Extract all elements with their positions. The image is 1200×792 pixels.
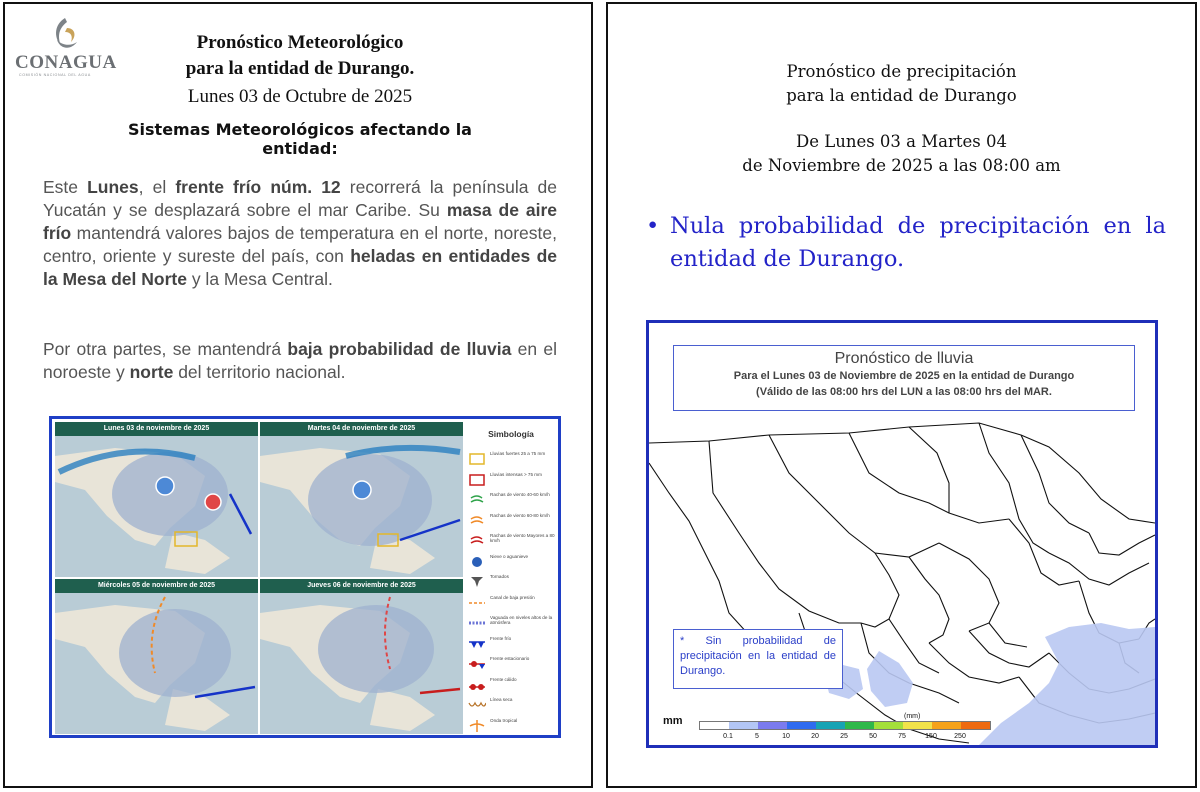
stat-front-icon	[468, 657, 486, 671]
emphasis-text: Lunes	[87, 177, 139, 197]
paragraph-text: en el noroeste y	[43, 339, 557, 382]
dash-orange-icon	[468, 596, 486, 610]
dry-line-icon	[468, 698, 486, 712]
scale-color-cell	[932, 722, 961, 729]
wind-green-icon	[468, 493, 486, 507]
scale-tick-label: 75	[898, 733, 906, 740]
map-day-3	[54, 578, 259, 735]
map-day-1-title: Lunes 03 de noviembre de 2025	[55, 422, 258, 436]
paragraph-text: mantendrá valores bajos de temperatura en el norte, noreste, centro, oriente y sureste del país, con	[43, 223, 557, 266]
legend-label: Frente frío	[490, 635, 512, 641]
scale-tick-label: 10	[782, 733, 790, 740]
forecast-maps-mosaic	[49, 416, 561, 738]
snow-icon	[468, 555, 486, 569]
paragraph-text: recorrerá la península de Yucatán y se desplazará sobre el mar Caribe. Su	[43, 177, 557, 220]
legend-label: Tornados	[490, 574, 509, 579]
legend-label: Rachas de viento Mayores a 80 km/h	[490, 533, 555, 544]
scale-color-cell	[729, 722, 758, 729]
legend-label: Línea seca	[490, 697, 513, 702]
scale-unit: (mm)	[904, 713, 921, 720]
scale-tick-label: 150	[925, 733, 937, 740]
logo-subtitle: COMISIÓN NACIONAL DEL AGUA	[19, 73, 91, 77]
map-day-3-title: Miércoles 05 de noviembre de 2025	[55, 579, 258, 593]
conagua-emblem-icon	[49, 16, 79, 52]
legend-label: Vaguada en niveles altos de la atmósfera	[490, 615, 553, 626]
weather-forecast-panel	[3, 2, 593, 788]
legend-item	[468, 716, 556, 740]
map-day-2	[259, 421, 464, 578]
legend-title: Simbología	[488, 429, 534, 439]
precip-title-line1: Pronóstico de precipitación	[786, 62, 1017, 81]
map-day-4-title: Jueves 06 de noviembre de 2025	[260, 579, 463, 593]
conagua-logo	[13, 16, 117, 77]
map-title: Pronóstico de lluvia	[834, 350, 974, 367]
paragraph-text: Por otra partes, se mantendrá	[43, 339, 288, 359]
precip-bullet	[646, 210, 1166, 276]
legend-label: Onda tropical	[490, 717, 518, 723]
legend-label: Lluvias fuertes 25 a 75 mm	[490, 451, 546, 456]
wind-orange-icon	[468, 514, 486, 528]
bullet-icon: •	[646, 213, 660, 239]
legend-label: Lluvias intensas > 75 mm	[490, 471, 542, 477]
rain-forecast-map	[646, 320, 1158, 748]
paragraph-text: , el	[138, 177, 176, 197]
trough-icon	[468, 616, 486, 630]
precip-period-line2: de Noviembre de 2025 a las 08:00 am	[742, 156, 1061, 175]
warm-front-icon	[468, 678, 486, 692]
scale-tick-label: 0.1	[723, 733, 733, 740]
map-legend	[464, 419, 558, 735]
map-subtitle-2: (Válido de las 08:00 hrs del LUN a las 08:00 hrs del MAR.	[756, 386, 1052, 398]
map-subtitle-1: Para el Lunes 03 de Noviembre de 2025 en la entidad de Durango	[733, 370, 1075, 382]
scale-color-cell	[903, 722, 932, 729]
legend-label: Rachas de viento 60-80 km/h	[490, 512, 550, 518]
forecast-title-line1: Pronóstico Meteorológico	[196, 32, 404, 53]
scale-tick-label: 5	[755, 733, 759, 740]
map-note: * Sin probabilidad de precipitación en la entidad de Durango.	[673, 629, 843, 689]
scale-label: mm	[663, 715, 683, 727]
scale-color-cell	[758, 722, 787, 729]
precip-title-line2: para la entidad de Durango	[786, 86, 1017, 105]
emphasis-text: heladas en entidades de la Mesa del Norte	[43, 246, 557, 289]
precip-bullet-text: Nula probabilidad de precipitación en la entidad de Durango.	[670, 213, 1166, 272]
cold-front-icon	[468, 637, 486, 651]
legend-label: Frente cálido	[490, 676, 517, 682]
legend-label: Canal de baja presión	[490, 594, 535, 600]
forecast-title-line2: para la entidad de Durango.	[185, 58, 415, 79]
scale-tick-label: 25	[840, 733, 848, 740]
scale-color-cell	[845, 722, 874, 729]
scale-color-cell	[874, 722, 903, 729]
systems-paragraph	[43, 176, 557, 291]
wind-red-icon	[468, 534, 486, 548]
scale-color-cell	[816, 722, 845, 729]
tropical-wave-icon	[468, 719, 486, 733]
box-red-icon	[468, 473, 486, 487]
legend-label: Nieve o aguanieve	[490, 553, 529, 559]
map-day-2-title: Martes 04 de noviembre de 2025	[260, 422, 463, 436]
rain-paragraph	[43, 338, 557, 384]
box-yellow-icon	[468, 452, 486, 466]
paragraph-text: del territorio nacional.	[173, 362, 346, 382]
scale-color-cell	[787, 722, 816, 729]
map-day-1	[54, 421, 259, 578]
precip-period-line1: De Lunes 03 a Martes 04	[796, 132, 1007, 151]
logo-name: CONAGUA	[15, 52, 117, 73]
emphasis-text: masa de aire frío	[43, 200, 557, 243]
scale-color-cell	[700, 722, 729, 729]
emphasis-text: norte	[129, 362, 174, 382]
systems-heading: Sistemas Meteorológicos afectando la entidad:	[128, 120, 472, 158]
map-day-4	[259, 578, 464, 735]
paragraph-text: y la Mesa Central.	[186, 269, 333, 289]
paragraph-text: Este	[43, 177, 88, 197]
precip-color-scale	[699, 721, 991, 730]
scale-tick-label: 20	[811, 733, 819, 740]
precipitation-panel	[606, 2, 1197, 788]
scale-color-cell	[961, 722, 990, 729]
rain-area-east	[979, 623, 1155, 745]
scale-tick-label: 250	[954, 733, 966, 740]
legend-label: Frente estacionario	[490, 656, 530, 661]
rain-area-south	[867, 651, 913, 707]
emphasis-text: baja probabilidad de lluvia	[287, 339, 512, 359]
tornado-icon	[468, 575, 486, 589]
emphasis-text: frente frío núm. 12	[175, 177, 341, 197]
forecast-date: Lunes 03 de Octubre de 2025	[187, 86, 413, 107]
map-title-box	[673, 345, 1135, 411]
scale-tick-label: 50	[869, 733, 877, 740]
legend-label: Rachas de viento 40-60 km/h	[490, 492, 550, 497]
